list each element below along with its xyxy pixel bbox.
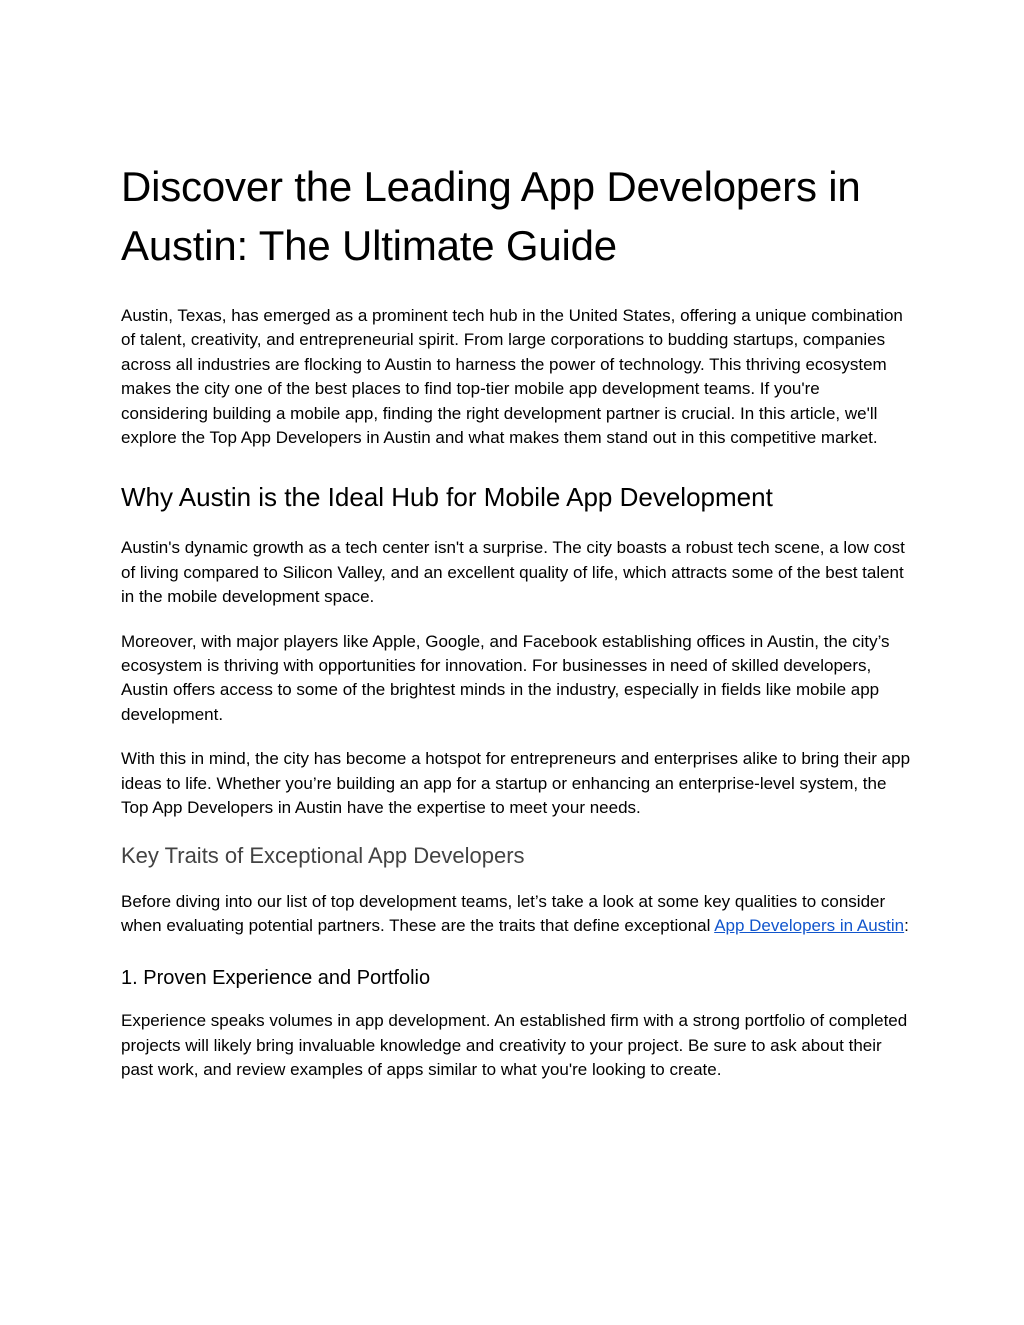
page-title: Discover the Leading App Developers in Austin: The Ultimate Guide [121, 163, 861, 269]
document-page [121, 157, 911, 1103]
key-traits-paragraph [121, 890, 911, 939]
experience-heading: 1. Proven Experience and Portfolio [121, 967, 431, 990]
why-austin-paragraph-2: Moreover, with major players like Apple, Google, and Facebook establishing offices in Austin, the city’s ecosystem is thriving with opportunities for innovation. For businesses in need of skilled developers, Austin offers access to some of the brightest minds in the industry, especially in fields like mobile app development. [121, 631, 890, 724]
key-traits-text: Before diving into our list of top development teams, let’s take a look at some key qualities to consider when evaluating potential partners. These are the traits that define exceptional [121, 891, 886, 935]
intro-paragraph: Austin, Texas, has emerged as a prominent tech hub in the United States, offering a unique combination of talent, creativity, and entrepreneurial spirit. From large corporations to budding startups, companies across all industries are flocking to Austin to harness the power of technology. This thriving ecosystem makes the city one of the best places to find top-tier mobile app development teams. If you're considering building a mobile app, finding the right development partner is crucial. In this article, we'll explore the Top App Developers in Austin and what makes them stand out in this competitive market. [121, 306, 903, 448]
why-austin-heading: Why Austin is the Ideal Hub for Mobile App Development [121, 482, 773, 513]
experience-paragraph: Experience speaks volumes in app development. An established firm with a strong portfolio of completed projects will likely bring invaluable knowledge and creativity to your project. Be sure to ask about their past work, and review examples of apps similar to what you're looking to create. [121, 1011, 908, 1080]
key-traits-heading: Key Traits of Exceptional App Developers [121, 842, 525, 868]
why-austin-paragraph-1: Austin's dynamic growth as a tech center isn't a surprise. The city boasts a robust tech scene, a low cost of living compared to Silicon Valley, and an excellent quality of life, which attracts some of the best talent in the mobile development space. [121, 538, 905, 607]
key-traits-colon: : [904, 915, 909, 935]
why-austin-paragraph-3: With this in mind, the city has become a hotspot for entrepreneurs and enterprises alike to bring their app ideas to life. Whether you’re building an app for a startup or enhancing an enterprise-level system, the Top App Developers in Austin have the expertise to meet your needs. [121, 749, 911, 818]
app-developers-austin-link[interactable]: App Developers in Austin [714, 915, 905, 935]
